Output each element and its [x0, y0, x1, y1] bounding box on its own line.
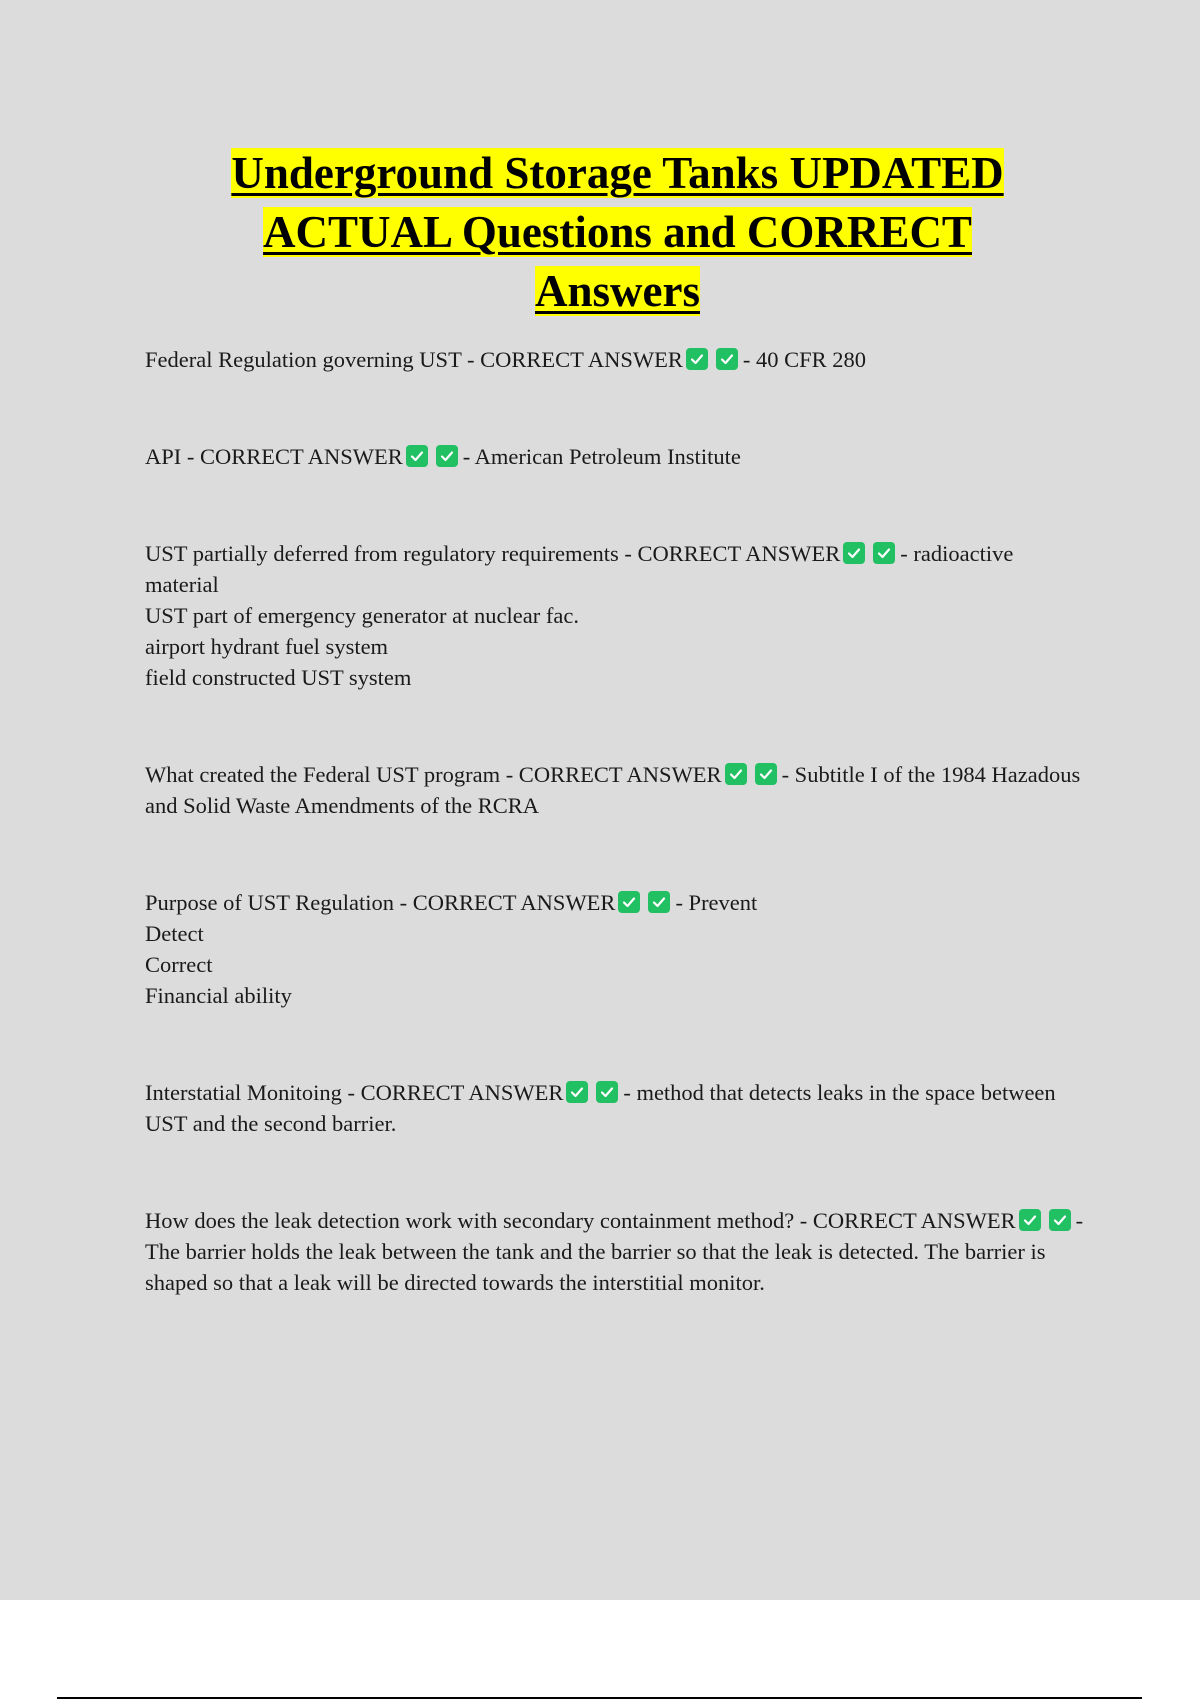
qa-line [145, 441, 1090, 472]
check-box-icon [596, 1081, 618, 1103]
title-line-2: ACTUAL Questions and CORRECT [263, 207, 972, 257]
answer-text: - radioactive material [145, 541, 1014, 597]
check-box-icon [725, 763, 747, 785]
check-box-icon [618, 891, 640, 913]
spacer [145, 375, 1090, 441]
qa-line [145, 538, 1090, 600]
document-title [130, 144, 1105, 321]
question-text: Purpose of UST Regulation - CORRECT ANSWER [145, 890, 616, 915]
qa-line [145, 344, 1090, 375]
qa-item [145, 538, 1090, 693]
check-box-icon [686, 348, 708, 370]
spacer [145, 821, 1090, 887]
footer-divider [57, 1697, 1142, 1699]
qa-line [145, 887, 1090, 918]
title-line-3: Answers [535, 266, 700, 316]
check-box-icon [1049, 1209, 1071, 1231]
qa-line [145, 1205, 1090, 1298]
question-text: Interstatial Monitoing - CORRECT ANSWER [145, 1080, 564, 1105]
answer-extra-line: UST part of emergency generator at nuclear fac. [145, 603, 579, 628]
answer-text: - Prevent [675, 890, 758, 915]
answer-extra-line: Financial ability [145, 983, 292, 1008]
qa-line [145, 1077, 1090, 1139]
question-text: What created the Federal UST program - CORRECT ANSWER [145, 762, 722, 787]
qa-item [145, 759, 1090, 821]
answer-extra-line: airport hydrant fuel system [145, 634, 389, 659]
answer-extra-line: Detect [145, 921, 204, 946]
answer-extra-line: field constructed UST system [145, 665, 412, 690]
question-text: How does the leak detection work with secondary containment method? - CORRECT ANSWER [145, 1208, 1016, 1233]
qa-item [145, 1205, 1090, 1298]
answer-text: - American Petroleum Institute [462, 444, 741, 469]
check-box-icon [436, 445, 458, 467]
check-box-icon [843, 542, 865, 564]
answer-text: - The barrier holds the leak between the tank and the barrier so that the leak is detected. The barrier is shaped so that a leak will be directed towards the interstitial monitor. [145, 1208, 1084, 1295]
check-box-icon [755, 763, 777, 785]
title-line-1: Underground Storage Tanks UPDATED [231, 148, 1004, 198]
qa-line [145, 759, 1090, 821]
answer-text: - 40 CFR 280 [742, 347, 867, 372]
spacer [145, 1139, 1090, 1205]
answer-extra-line: Correct [145, 952, 213, 977]
qa-item [145, 344, 1090, 375]
question-text: Federal Regulation governing UST - CORRECT ANSWER [145, 347, 683, 372]
question-text: API - CORRECT ANSWER [145, 444, 403, 469]
check-box-icon [1019, 1209, 1041, 1231]
spacer [145, 693, 1090, 759]
qa-item [145, 1077, 1090, 1139]
check-box-icon [566, 1081, 588, 1103]
answer-text: - Subtitle I of the 1984 Hazadous and Solid Waste Amendments of the RCRA [145, 762, 1081, 818]
check-box-icon [648, 891, 670, 913]
qa-item [145, 887, 1090, 1011]
question-text: UST partially deferred from regulatory requirements - CORRECT ANSWER [145, 541, 841, 566]
spacer [145, 472, 1090, 538]
qa-item [145, 441, 1090, 472]
check-box-icon [716, 348, 738, 370]
check-box-icon [873, 542, 895, 564]
qa-list [145, 344, 1090, 1298]
spacer [145, 1011, 1090, 1077]
check-box-icon [406, 445, 428, 467]
answer-text: - method that detects leaks in the space between UST and the second barrier. [145, 1080, 1056, 1136]
